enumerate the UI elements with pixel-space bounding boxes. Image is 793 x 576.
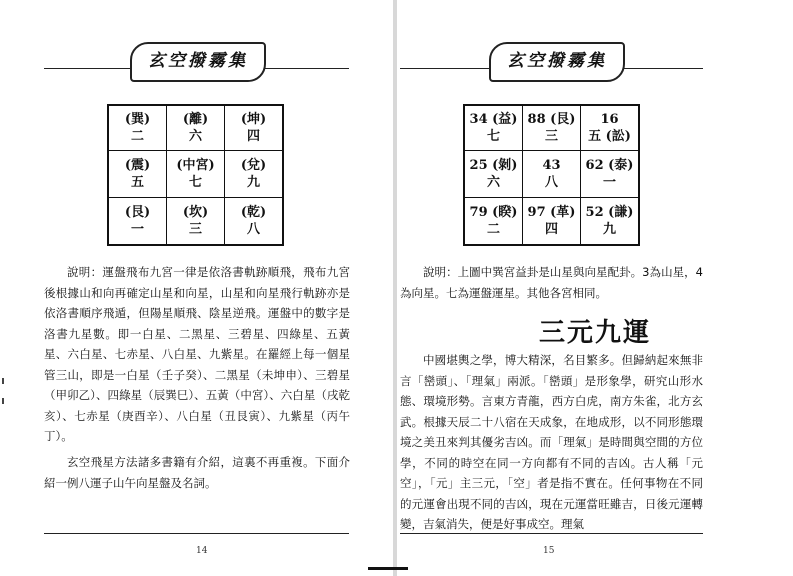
star-cell-zhen: 25 (剝) 六 xyxy=(464,151,523,198)
star-cell-kun: 16 五 (訟) xyxy=(581,105,640,151)
grid-cell-li: (離) 六 xyxy=(167,105,225,151)
grid-cell-center: (中宮) 七 xyxy=(167,151,225,198)
nine-palace-grid xyxy=(107,104,284,246)
body-paragraph: 中國堪輿之學，博大精深，名目繁多。但歸納起來無非言「巒頭」、「理氣」兩派。「巒頭」是形象學，研究山形水態、環境形勢。言東方青龍，西方白虎，南方朱雀，北方玄武。根據天辰二十八宿在天成象，在地成形，以不同形態環境之美丑來判其優劣吉凶。而「理氣」是時間與空間的方位學，不同的時空在同一方向都有不同的吉凶。古人稱「元空」，「元」主三元，「空」者是指不實在。任何事物在不同的元運會出現不同的吉凶，現在元運當旺雖吉，日後元運轉變，吉氣消失，便是好事成空。理氣 xyxy=(400,353,703,531)
grid-cell-kan: (坎) 三 xyxy=(167,198,225,246)
section-heading: 三元九運 xyxy=(538,318,651,348)
grid-cell-gen: (艮) 一 xyxy=(108,198,167,246)
explanation-paragraph: 說明：運盤飛布九宮一律是依洛書軌跡順飛，飛布九宮後根據山和向再確定山星和向星，山星和向星飛行軌跡亦是依洛書順序飛遁，但陽星順飛、陰星逆飛。運盤中的數字是洛書九星數。即一白星、二黑星、三碧星、四綠星、五黃星、六白星、七赤星、八白星、九紫星。在羅經上每一個星管三山，即是一白星（壬子癸）、二黑星（未坤申）、三碧星（甲卯乙）、四綠星（辰巽巳）、五黃（中宮）、六白星（戌乾亥）、七赤星（庚酉辛）、八白星（丑艮寅）、九紫星（丙午丁）。 xyxy=(44,265,350,443)
footer-rule xyxy=(400,533,703,534)
chart-note: 說明：上圖中巽宮益卦是山星與向星配卦。3為山星，4為向星。七為運盤運星。其他各宮相同。 xyxy=(400,265,703,300)
star-cell-center: 43 八 xyxy=(523,151,581,198)
grid-cell-sun: (巽) 二 xyxy=(108,105,167,151)
page-number: 14 xyxy=(196,546,208,556)
grid-cell-zhen: (震) 五 xyxy=(108,151,167,198)
star-cell-dui: 62 (泰) 一 xyxy=(581,151,640,198)
star-cell-sun: 34 (益) 七 xyxy=(464,105,523,151)
footer-rule xyxy=(44,533,349,534)
right-page xyxy=(397,0,793,576)
star-cell-qian: 52 (謙) 九 xyxy=(581,198,640,246)
star-cell-gen: 79 (睽) 二 xyxy=(464,198,523,246)
left-page xyxy=(0,0,393,576)
grid-cell-kun: (坤) 四 xyxy=(225,105,284,151)
book-title-banner: 玄空撥霧集 xyxy=(489,42,625,82)
grid-cell-dui: (兌) 九 xyxy=(225,151,284,198)
page-number: 15 xyxy=(543,546,555,556)
star-cell-kan: 97 (革) 四 xyxy=(523,198,581,246)
intro-paragraph: 玄空飛星方法諸多書籍有介紹，這裏不再重複。下面介紹一例八運子山午向星盤及名詞。 xyxy=(44,455,350,490)
flying-star-chart xyxy=(463,104,640,246)
grid-cell-qian: (乾) 八 xyxy=(225,198,284,246)
star-cell-li: 88 (艮) 三 xyxy=(523,105,581,151)
book-title-banner: 玄空撥霧集 xyxy=(130,42,266,82)
